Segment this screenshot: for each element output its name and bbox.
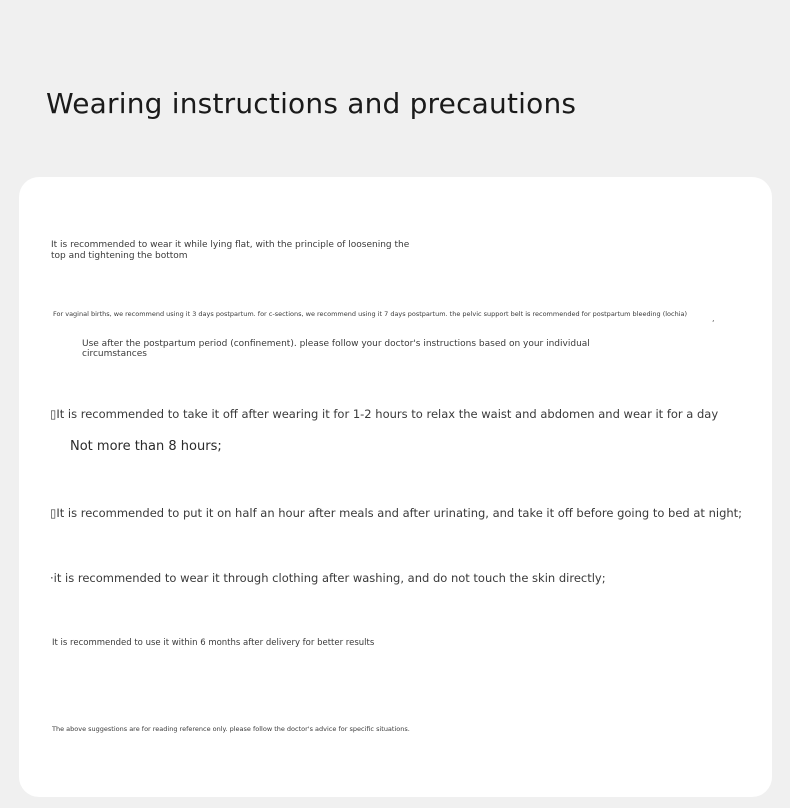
instruction-meals [50, 505, 750, 521]
instruction-clothing: ·it is recommended to wear it through clothing after washing, and do not touch the skin directly; [50, 571, 606, 585]
instruction-meals-text: It is recommended to put it on half an hour after meals and after urinating, and take it off before going to bed at night; [56, 506, 743, 520]
instruction-duration-text: It is recommended to take it off after wearing it for 1-2 hours to relax the waist and abdomen and wear it for a day [56, 407, 719, 421]
bullet-glyph-icon: ▯ [50, 506, 57, 520]
instruction-duration [50, 406, 750, 422]
disclaimer: The above suggestions are for reading reference only. please follow the doctor's advice for specific situations. [52, 725, 410, 733]
instruction-timing-mark: , [712, 314, 715, 323]
instruction-duration-limit: Not more than 8 hours; [70, 439, 222, 454]
instructions-card [19, 177, 772, 797]
instruction-period: It is recommended to use it within 6 months after delivery for better results [52, 638, 375, 648]
page-title: Wearing instructions and precautions [46, 87, 577, 120]
instruction-after-confinement: Use after the postpartum period (confinement). please follow your doctor's instructions based on your individual circumstances [82, 339, 590, 359]
bullet-glyph-icon: ▯ [50, 407, 57, 421]
instruction-lying-flat: It is recommended to wear it while lying flat, with the principle of loosening the top and tightening the bottom [51, 240, 410, 261]
instruction-timing: For vaginal births, we recommend using it 3 days postpartum. for c-sections, we recommend using it 7 days postpartum. the pelvic support belt is recommended for postpartum bleeding (lochia) [53, 310, 688, 318]
